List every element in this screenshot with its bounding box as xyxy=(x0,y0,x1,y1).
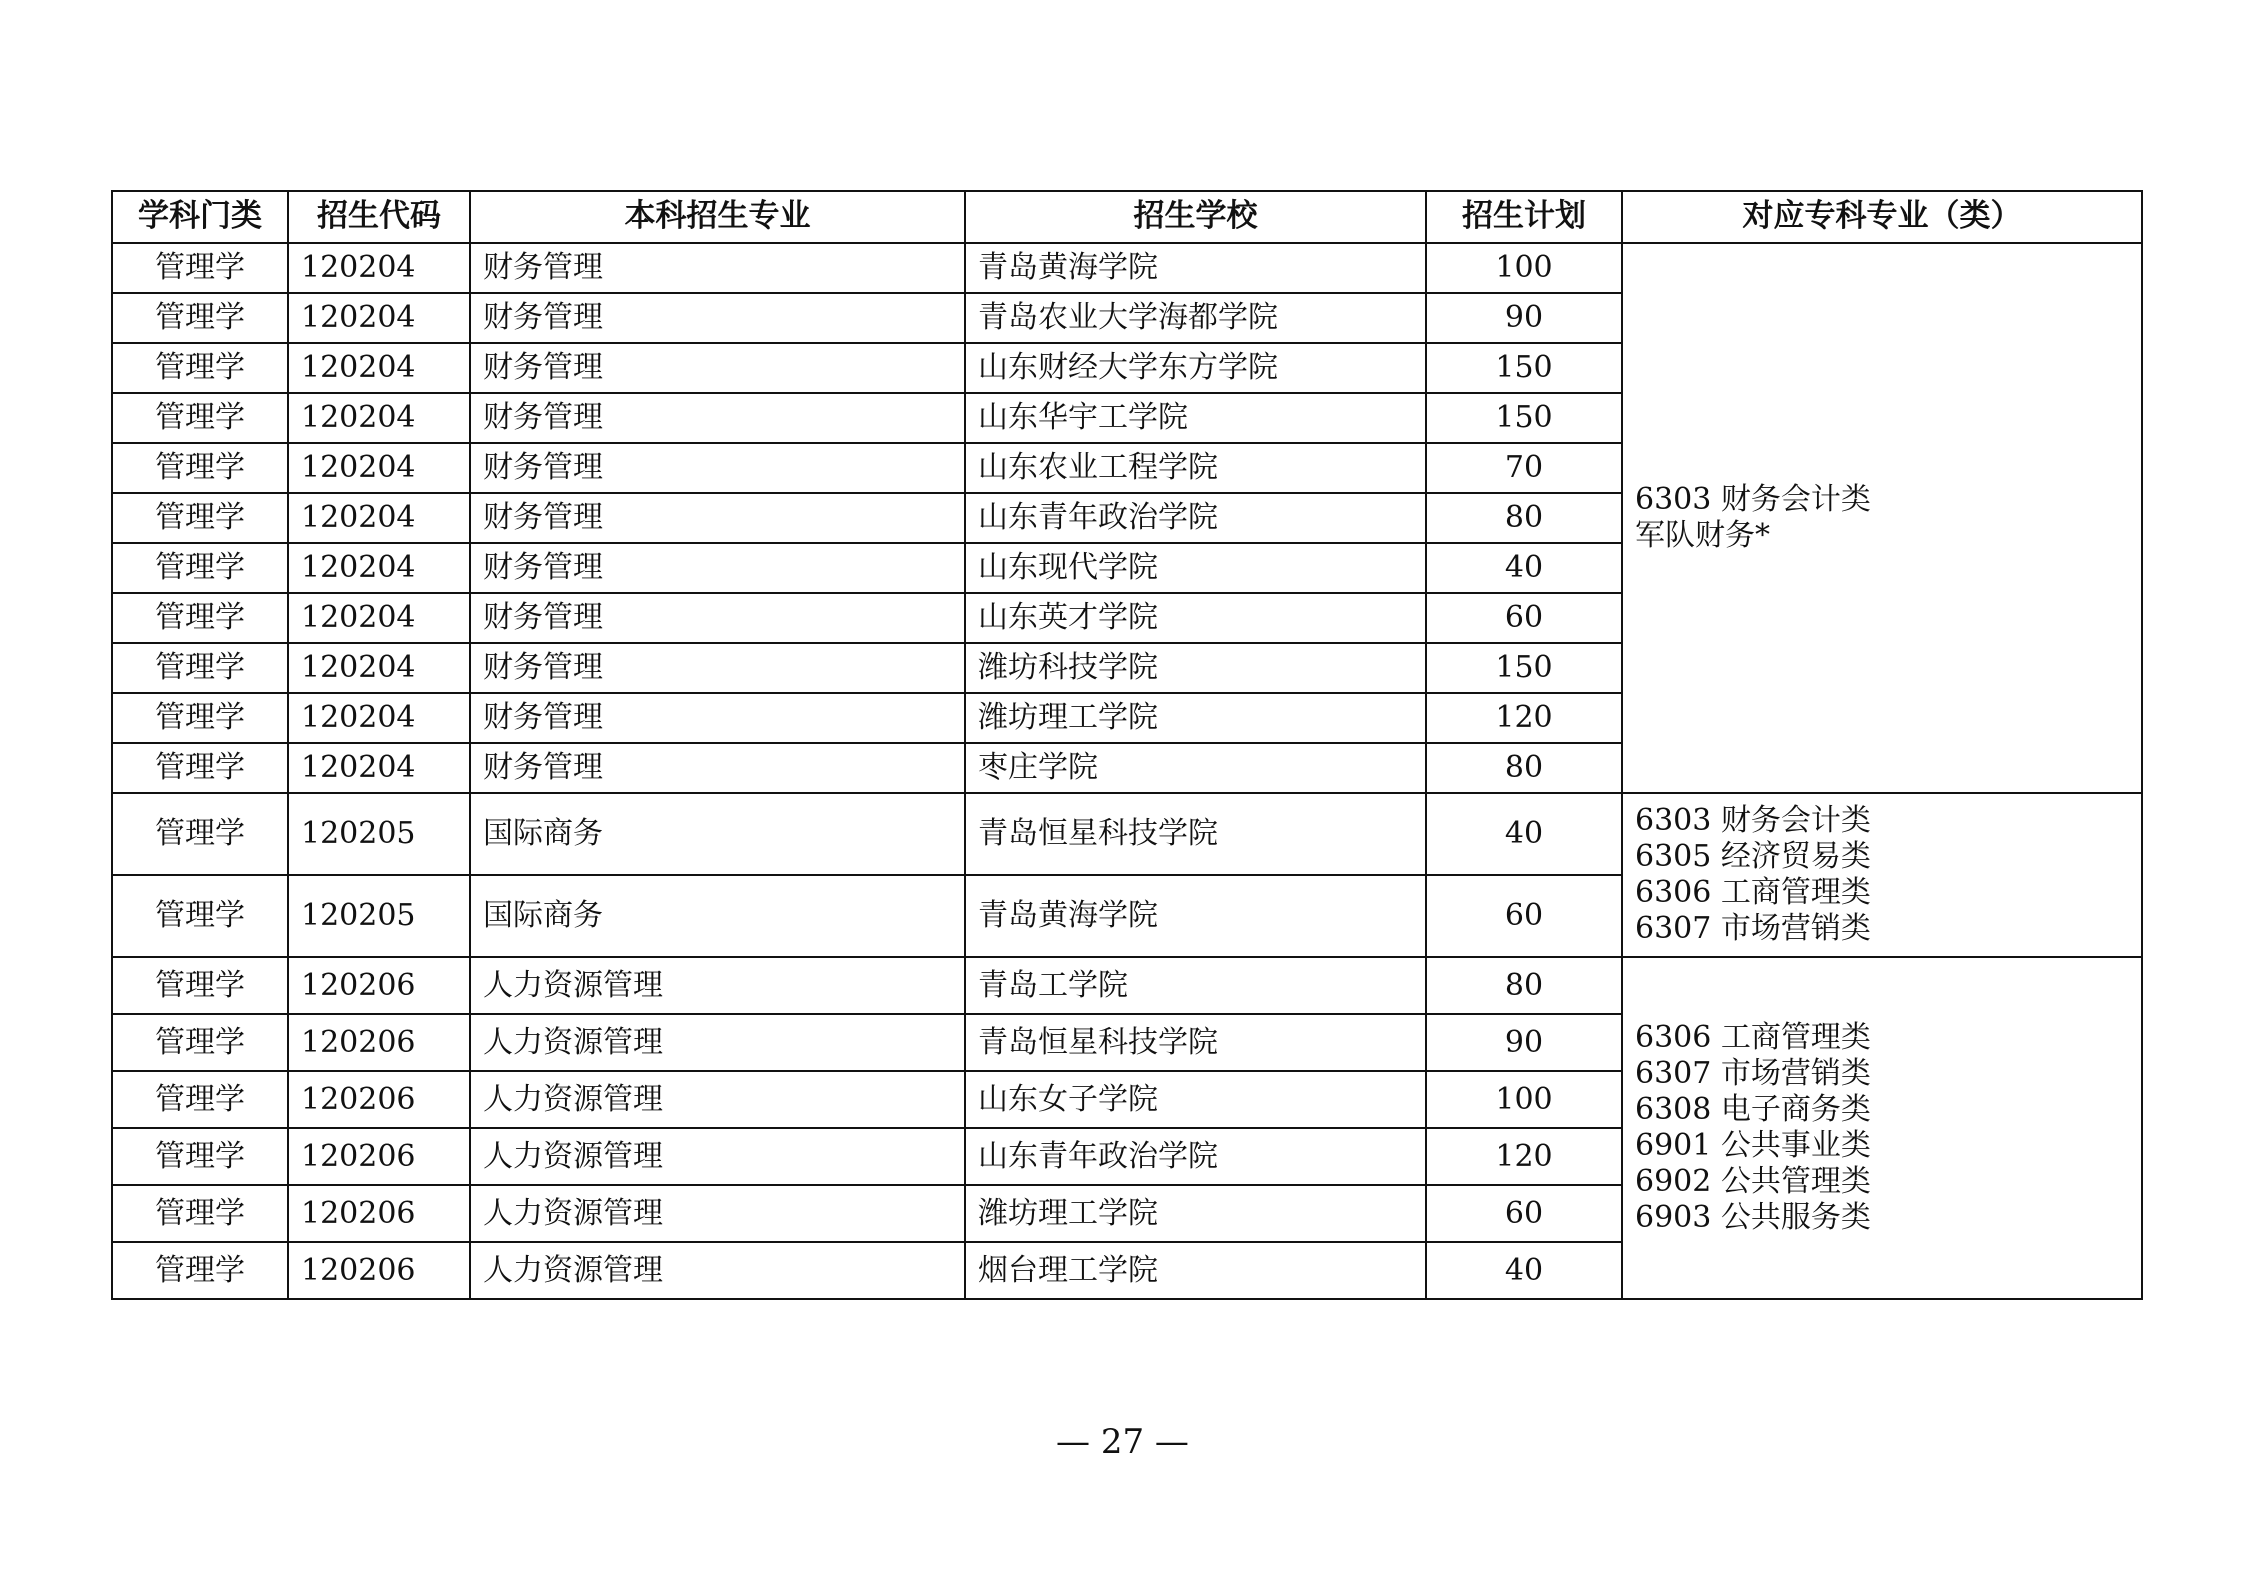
cell-code: 120204 xyxy=(288,743,470,793)
cell-plan: 150 xyxy=(1426,643,1622,693)
cell-major: 人力资源管理 xyxy=(470,1185,965,1242)
related-major-line: 6902 公共管理类 xyxy=(1635,1164,1871,1199)
cell-category: 管理学 xyxy=(112,793,288,875)
cell-major: 财务管理 xyxy=(470,243,965,293)
cell-code: 120204 xyxy=(288,643,470,693)
related-major-line: 6303 财务会计类 xyxy=(1635,803,1871,838)
cell-plan: 90 xyxy=(1426,1014,1622,1071)
table-header-row xyxy=(112,191,2142,243)
cell-code: 120206 xyxy=(288,1014,470,1071)
cell-category: 管理学 xyxy=(112,1128,288,1185)
cell-code: 120204 xyxy=(288,293,470,343)
cell-code: 120204 xyxy=(288,543,470,593)
cell-code: 120205 xyxy=(288,793,470,875)
cell-school: 山东财经大学东方学院 xyxy=(965,343,1426,393)
cell-category: 管理学 xyxy=(112,393,288,443)
cell-major: 财务管理 xyxy=(470,493,965,543)
cell-category: 管理学 xyxy=(112,875,288,957)
cell-major: 人力资源管理 xyxy=(470,1014,965,1071)
cell-school: 山东青年政治学院 xyxy=(965,493,1426,543)
cell-code: 120206 xyxy=(288,1185,470,1242)
table-row xyxy=(112,957,2142,1014)
cell-code: 120204 xyxy=(288,443,470,493)
cell-code: 120204 xyxy=(288,393,470,443)
cell-category: 管理学 xyxy=(112,743,288,793)
cell-school: 潍坊理工学院 xyxy=(965,1185,1426,1242)
cell-school: 青岛黄海学院 xyxy=(965,243,1426,293)
cell-category: 管理学 xyxy=(112,957,288,1014)
cell-code: 120205 xyxy=(288,875,470,957)
cell-plan: 100 xyxy=(1426,243,1622,293)
cell-category: 管理学 xyxy=(112,543,288,593)
cell-plan: 80 xyxy=(1426,743,1622,793)
cell-major: 人力资源管理 xyxy=(470,1242,965,1299)
table-body xyxy=(112,243,2142,1299)
header-category: 学科门类 xyxy=(112,191,288,243)
cell-code: 120206 xyxy=(288,1242,470,1299)
cell-school: 青岛恒星科技学院 xyxy=(965,793,1426,875)
cell-major: 财务管理 xyxy=(470,593,965,643)
cell-related-majors xyxy=(1622,957,2142,1299)
header-school: 招生学校 xyxy=(965,191,1426,243)
cell-school: 青岛农业大学海都学院 xyxy=(965,293,1426,343)
cell-plan: 120 xyxy=(1426,1128,1622,1185)
cell-category: 管理学 xyxy=(112,493,288,543)
cell-school: 山东华宇工学院 xyxy=(965,393,1426,443)
cell-category: 管理学 xyxy=(112,443,288,493)
cell-category: 管理学 xyxy=(112,293,288,343)
page-number: — 27 — xyxy=(1056,1422,1189,1462)
cell-category: 管理学 xyxy=(112,643,288,693)
cell-plan: 40 xyxy=(1426,793,1622,875)
related-major-line: 6303 财务会计类 xyxy=(1635,482,1871,517)
cell-major: 国际商务 xyxy=(470,875,965,957)
cell-school: 山东农业工程学院 xyxy=(965,443,1426,493)
cell-category: 管理学 xyxy=(112,1185,288,1242)
related-major-line: 6308 电子商务类 xyxy=(1635,1092,1871,1127)
related-major-line: 6305 经济贸易类 xyxy=(1635,839,1871,874)
cell-school: 山东现代学院 xyxy=(965,543,1426,593)
cell-major: 国际商务 xyxy=(470,793,965,875)
cell-major: 财务管理 xyxy=(470,693,965,743)
cell-school: 青岛黄海学院 xyxy=(965,875,1426,957)
cell-code: 120206 xyxy=(288,1071,470,1128)
related-major-line: 6307 市场营销类 xyxy=(1635,1056,1871,1091)
cell-plan: 80 xyxy=(1426,493,1622,543)
cell-school: 烟台理工学院 xyxy=(965,1242,1426,1299)
table-row xyxy=(112,243,2142,293)
related-major-line: 6306 工商管理类 xyxy=(1635,1020,1871,1055)
related-major-line: 6903 公共服务类 xyxy=(1635,1200,1871,1235)
header-related: 对应专科专业（类） xyxy=(1622,191,2142,243)
cell-category: 管理学 xyxy=(112,343,288,393)
cell-category: 管理学 xyxy=(112,1014,288,1071)
cell-school: 枣庄学院 xyxy=(965,743,1426,793)
cell-major: 财务管理 xyxy=(470,293,965,343)
cell-category: 管理学 xyxy=(112,593,288,643)
cell-school: 青岛工学院 xyxy=(965,957,1426,1014)
cell-code: 120204 xyxy=(288,693,470,743)
cell-code: 120206 xyxy=(288,957,470,1014)
cell-plan: 60 xyxy=(1426,593,1622,643)
cell-plan: 40 xyxy=(1426,543,1622,593)
cell-major: 财务管理 xyxy=(470,643,965,693)
cell-major: 财务管理 xyxy=(470,743,965,793)
cell-school: 潍坊科技学院 xyxy=(965,643,1426,693)
cell-school: 潍坊理工学院 xyxy=(965,693,1426,743)
cell-plan: 100 xyxy=(1426,1071,1622,1128)
cell-code: 120204 xyxy=(288,343,470,393)
cell-category: 管理学 xyxy=(112,243,288,293)
cell-major: 财务管理 xyxy=(470,343,965,393)
cell-code: 120206 xyxy=(288,1128,470,1185)
related-major-line: 军队财务* xyxy=(1635,518,1770,553)
cell-related-majors xyxy=(1622,793,2142,957)
cell-major: 财务管理 xyxy=(470,393,965,443)
enrollment-table xyxy=(111,190,2143,1300)
cell-school: 山东女子学院 xyxy=(965,1071,1426,1128)
cell-code: 120204 xyxy=(288,243,470,293)
cell-plan: 120 xyxy=(1426,693,1622,743)
cell-major: 财务管理 xyxy=(470,443,965,493)
cell-major: 财务管理 xyxy=(470,543,965,593)
cell-plan: 150 xyxy=(1426,343,1622,393)
related-major-line: 6306 工商管理类 xyxy=(1635,875,1871,910)
cell-related-majors xyxy=(1622,243,2142,793)
cell-category: 管理学 xyxy=(112,693,288,743)
cell-code: 120204 xyxy=(288,493,470,543)
cell-plan: 60 xyxy=(1426,875,1622,957)
cell-major: 人力资源管理 xyxy=(470,1071,965,1128)
cell-plan: 150 xyxy=(1426,393,1622,443)
cell-school: 山东英才学院 xyxy=(965,593,1426,643)
cell-school: 山东青年政治学院 xyxy=(965,1128,1426,1185)
related-major-line: 6307 市场营销类 xyxy=(1635,911,1871,946)
cell-code: 120204 xyxy=(288,593,470,643)
header-code: 招生代码 xyxy=(288,191,470,243)
related-major-line: 6901 公共事业类 xyxy=(1635,1128,1871,1163)
cell-plan: 40 xyxy=(1426,1242,1622,1299)
table-row xyxy=(112,793,2142,875)
header-plan: 招生计划 xyxy=(1426,191,1622,243)
cell-major: 人力资源管理 xyxy=(470,957,965,1014)
cell-category: 管理学 xyxy=(112,1071,288,1128)
header-major: 本科招生专业 xyxy=(470,191,965,243)
cell-plan: 80 xyxy=(1426,957,1622,1014)
cell-plan: 60 xyxy=(1426,1185,1622,1242)
cell-plan: 70 xyxy=(1426,443,1622,493)
cell-category: 管理学 xyxy=(112,1242,288,1299)
cell-school: 青岛恒星科技学院 xyxy=(965,1014,1426,1071)
cell-plan: 90 xyxy=(1426,293,1622,343)
cell-major: 人力资源管理 xyxy=(470,1128,965,1185)
